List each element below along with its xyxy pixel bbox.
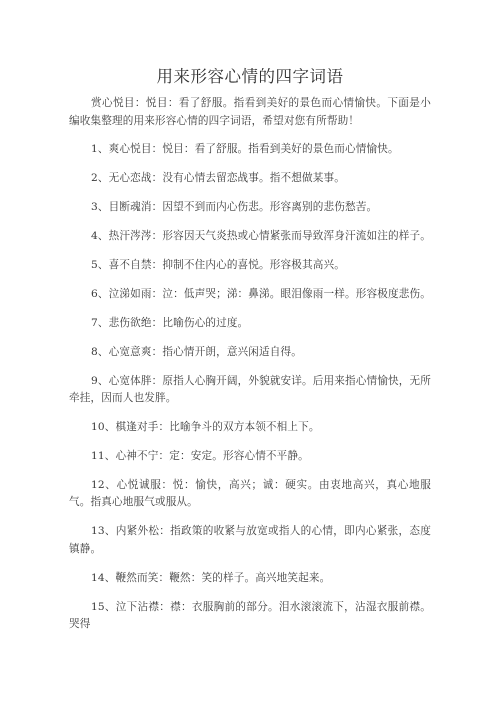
entry-paragraph: 3、目断魂消：因望不到而内心伤悲。形容离别的悲伤愁苦。	[91, 201, 378, 214]
intro-paragraph: 赏心悦目：悦目：看了舒服。指看到美好的景色而心情愉快。下面是小编收集整理的用来形容心情的四字词语，希望对您有所帮助！	[69, 97, 431, 127]
entry-paragraph: 6、泣涕如雨：泣：低声哭；涕：鼻涕。眼泪像雨一样。形容极度悲伤。	[91, 287, 431, 300]
entry-paragraph: 5、喜不自禁：抑制不住内心的喜悦。形容极其高兴。	[91, 259, 345, 272]
entry-paragraph: 1、爽心悦目：悦目：看了舒服。指看到美好的景色而心情愉快。	[91, 143, 399, 156]
entry-paragraph: 8、心宽意爽：指心情开朗，意兴闲适自得。	[91, 345, 303, 358]
entry-paragraph: 7、悲伤欲绝：比喻伤心的过度。	[91, 316, 249, 329]
entry-paragraph: 12、心悦诚服：悦：愉快，高兴；诚：硬实。由衷地高兴，真心地服气。指真心地服气或服从。	[69, 478, 431, 509]
entry-paragraph: 15、泣下沾襟：襟：衣服胸前的部分。泪水滚滚流下，沾湿衣服前襟。哭得	[69, 600, 431, 631]
entry-paragraph: 2、无心恋战：没有心情去留恋战事。指不想做某事。	[91, 172, 345, 185]
entry-paragraph: 4、热汗涔涔：形容因天气炎热或心情紧张而导致浑身汗流如注的样子。	[91, 230, 431, 243]
document-body	[69, 95, 431, 645]
document-title: 用来形容心情的四字词语	[156, 67, 344, 86]
entry-paragraph: 10、棋逢对手：比喻争斗的双方本领不相上下。	[91, 421, 320, 434]
entry-paragraph: 13、内紧外松：指政策的收紧与放宽或指人的心情，即内心紧张，态度镇静。	[69, 525, 431, 555]
entry-paragraph: 11、心神不宁：定：安定。形容心情不平静。	[91, 449, 309, 462]
entry-paragraph: 14、鞭然而笑：鞭然：笑的样子。高兴地笑起来。	[91, 571, 331, 584]
entry-paragraph: 9、心宽体胖：原指人心胸开阔，外貌就安详。后用来指心情愉快，无所牵挂，因而人也发胖。	[69, 374, 431, 405]
